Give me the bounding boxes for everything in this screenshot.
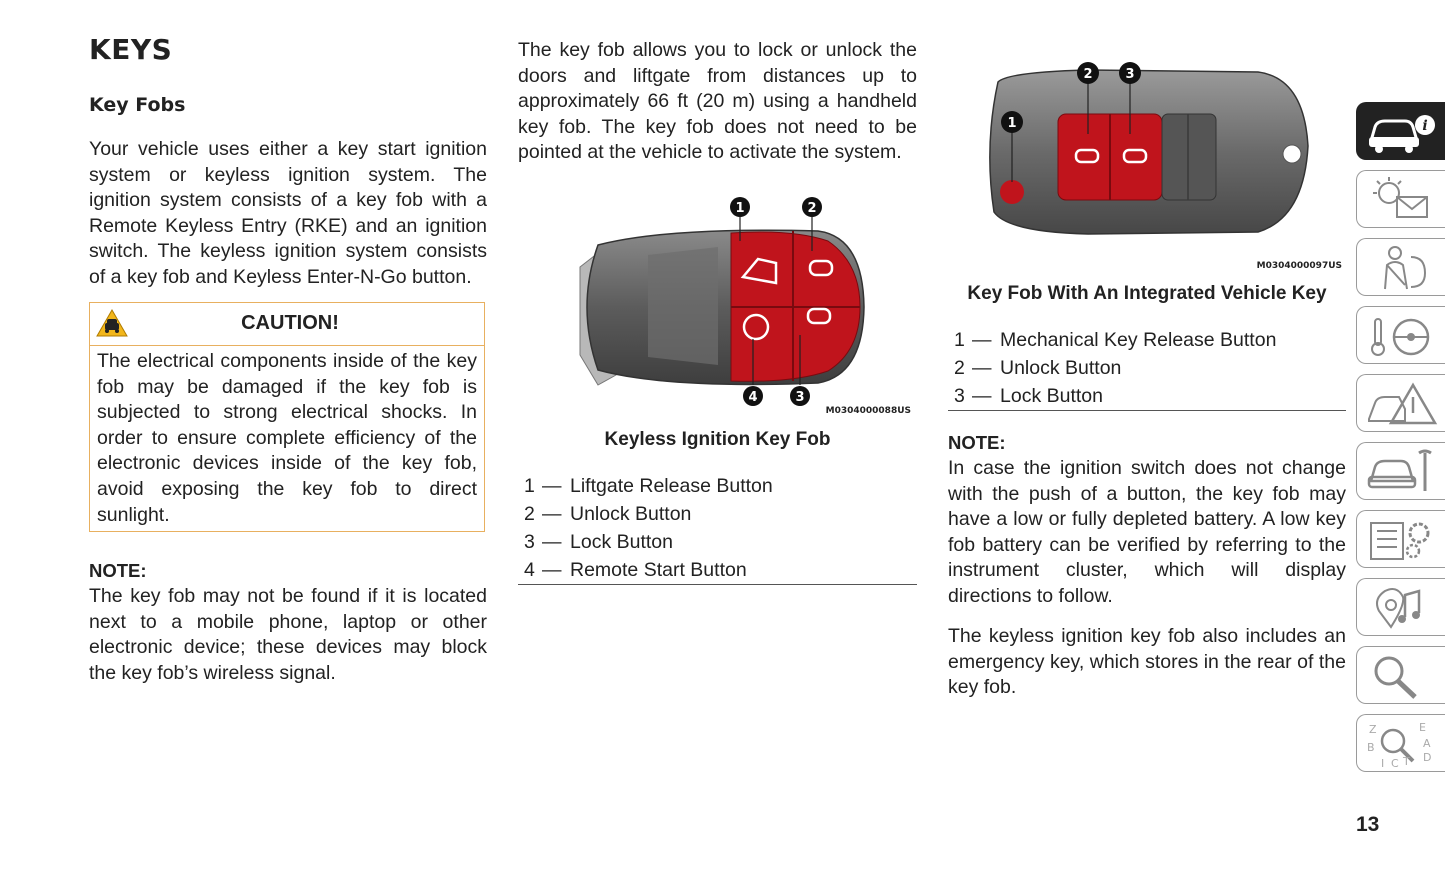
figure-caption: Keyless Ignition Key Fob [604, 429, 831, 450]
language-index-icon [1365, 719, 1441, 769]
svg-text:T: T [1403, 755, 1410, 768]
figure-legend [518, 472, 917, 585]
note-text: In case the ignition switch does not change with the push of a button, the key fob may have a low or fully depleted battery. A low key fob battery can be verified by referring to the instrument cluster, which will display directions to follow. [948, 457, 1346, 607]
page-number: 13 [1356, 813, 1380, 836]
note-title: NOTE: [89, 560, 147, 581]
figure-caption: Key Fob With An Integrated Vehicle Key [967, 283, 1327, 304]
tab-servicing-maintenance[interactable] [1356, 442, 1445, 500]
page-heading: KEYS [89, 33, 173, 66]
legend-item: 3 — Lock Button [954, 385, 1103, 407]
legend-item: 1 — Liftgate Release Button [524, 475, 773, 497]
svg-text:B: B [1367, 741, 1375, 754]
keyless-fob-figure [518, 185, 917, 417]
callout-4-label: 4 [748, 390, 758, 405]
legend-item: 1 — Mechanical Key Release Button [954, 329, 1277, 351]
tab-multimedia[interactable] [1356, 578, 1445, 636]
callout-3-label: 3 [795, 390, 805, 405]
svg-text:I: I [1381, 757, 1385, 769]
warning-light-message-icon [1365, 175, 1441, 225]
callout-1-label: 1 [735, 201, 745, 216]
caution-box [89, 302, 485, 532]
car-info-icon [1365, 107, 1441, 157]
legend-item: 4 — Remote Start Button [524, 559, 747, 581]
tab-starting-operating[interactable] [1356, 306, 1445, 364]
starting-driving-icon [1365, 311, 1441, 361]
tab-getting-to-know-vehicle[interactable] [1356, 102, 1445, 160]
legend-item: 2 — Unlock Button [954, 357, 1122, 379]
tab-safety[interactable] [1356, 238, 1445, 296]
multimedia-icon [1365, 583, 1441, 633]
keyless-fob-illustration [518, 185, 917, 417]
callout-2-label: 2 [1083, 67, 1093, 82]
section-subheading: Key Fobs [89, 94, 186, 116]
tab-technical-specifications[interactable] [1356, 510, 1445, 568]
caution-header [90, 303, 484, 346]
svg-text:C: C [1391, 757, 1399, 769]
caution-title: CAUTION! [241, 312, 339, 334]
figure-legend [948, 326, 1346, 411]
figure-code: M0304000097US [1256, 261, 1342, 271]
legend-item: 3 — Lock Button [524, 531, 673, 553]
integrated-key-fob-illustration [948, 42, 1346, 274]
range-paragraph: The key fob allows you to lock or unlock the doors and liftgate from distances up to approximately 66 ft (20 m) using a handheld key fob. The key fob does not need to be pointed at the vehicle to activate the system. [518, 39, 917, 164]
caution-text: The electrical components inside of the key fob may be damaged if the key fob is subjected to strong electrical shocks. In order to ensure complete efficiency of the electronic devices inside of the key fob, avoid exposing the key fob to direct sunlight. [97, 350, 477, 526]
figure-code: M0304000088US [825, 406, 911, 416]
search-index-icon [1365, 651, 1441, 701]
specifications-icon [1365, 515, 1441, 565]
intro-paragraph: Your vehicle uses either a key start ignition system or keyless ignition system. The ignition system consists of a key fob with a Remote Keyless Entry (RKE) and an ignition switch. The keyless ignition system consists of a key fob and Keyless Enter-N-Go button. [89, 138, 487, 288]
svg-text:D: D [1423, 751, 1432, 764]
callout-1-label: 1 [1007, 116, 1017, 131]
svg-text:Z: Z [1369, 723, 1377, 736]
seatbelt-airbag-icon [1365, 243, 1441, 293]
svg-text:E: E [1419, 721, 1426, 734]
tab-customer-assistance[interactable] [1356, 646, 1445, 704]
emergency-key-paragraph: The keyless ignition key fob also includes an emergency key, which stores in the rear of the key fob. [948, 625, 1346, 699]
note-title: NOTE: [948, 432, 1006, 453]
integrated-key-fob-figure [948, 42, 1346, 274]
note-text: The key fob may not be found if it is located next to a mobile phone, laptop or other electronic device; these devices may block the key fob’s wireless signal. [89, 585, 487, 684]
callout-3-label: 3 [1125, 67, 1135, 82]
tab-in-case-of-emergency[interactable] [1356, 374, 1445, 432]
car-service-icon [1365, 447, 1441, 497]
svg-text:A: A [1423, 737, 1431, 750]
tab-index[interactable] [1356, 714, 1445, 772]
tab-warning-lights[interactable] [1356, 170, 1445, 228]
svg-text:i: i [1422, 118, 1428, 134]
emergency-triangle-icon [1365, 379, 1441, 429]
legend-item: 2 — Unlock Button [524, 503, 692, 525]
callout-2-label: 2 [807, 201, 817, 216]
